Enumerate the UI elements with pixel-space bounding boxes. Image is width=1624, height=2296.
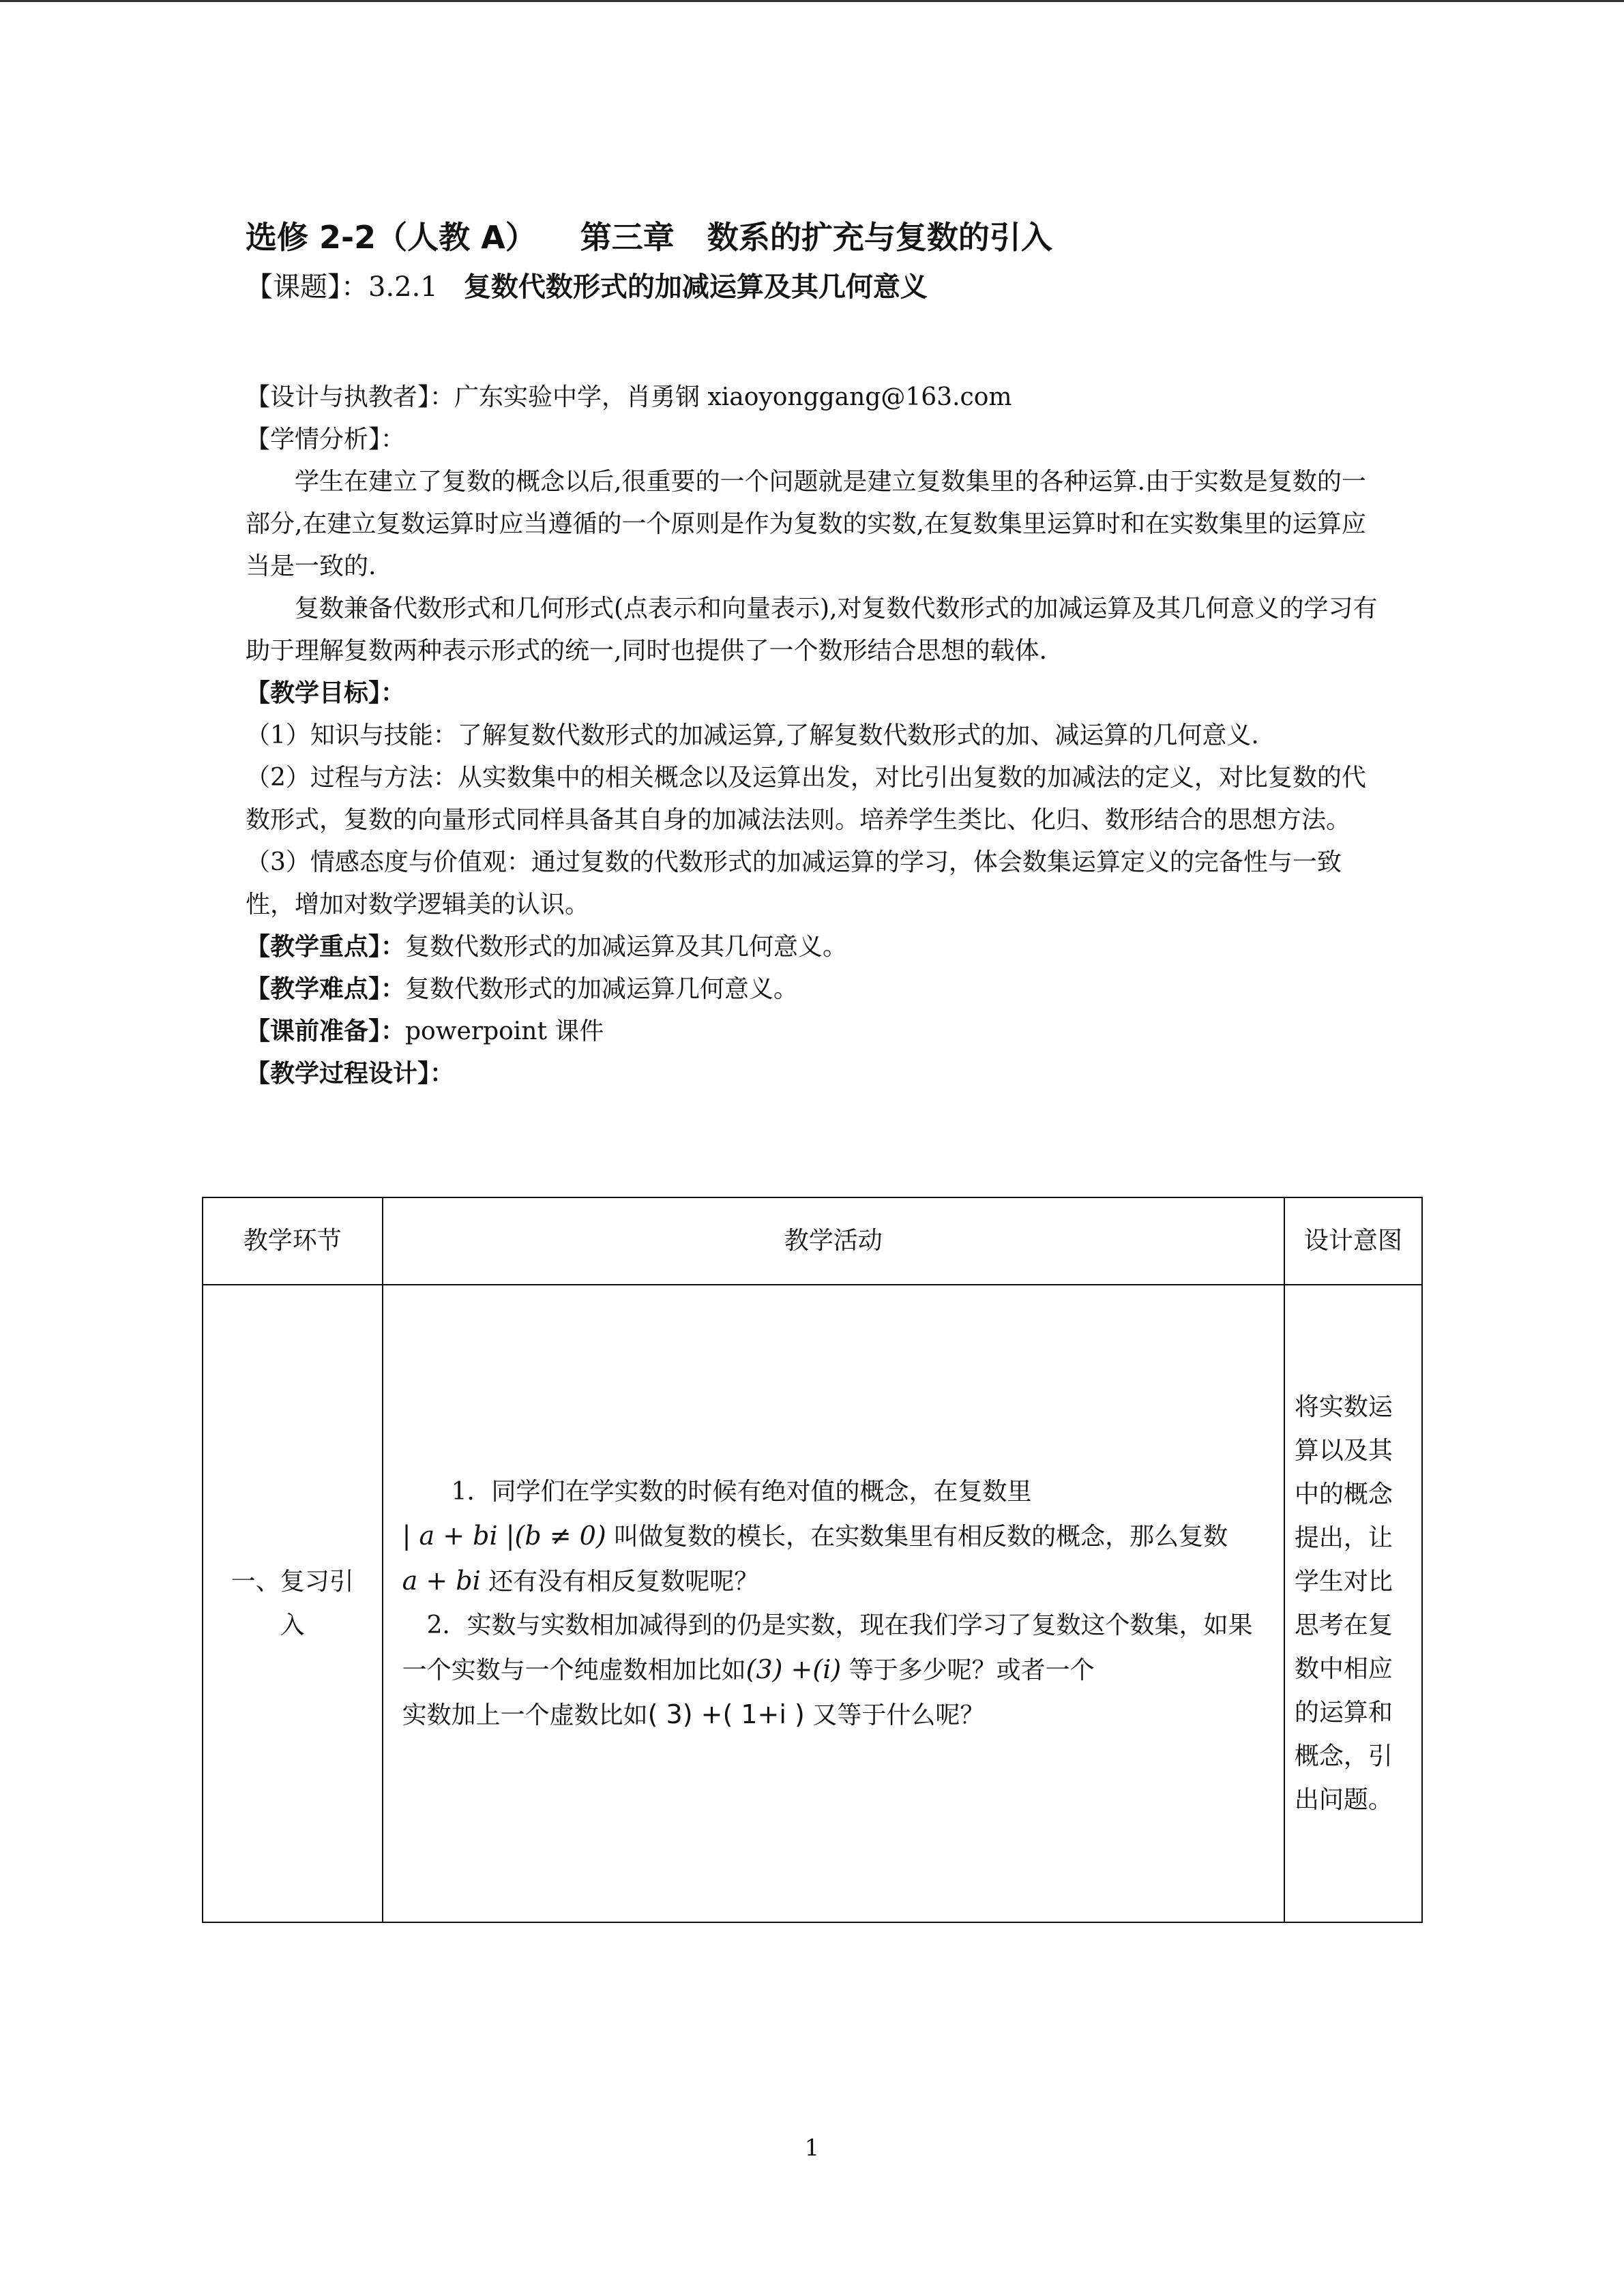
difficulty-label: 【教学难点】： [246, 975, 406, 1003]
document-body [246, 211, 1378, 1095]
activity-line: a + bi 还有没有相反复数呢呢？ [402, 1565, 759, 1596]
activity-cell [383, 1285, 1284, 1922]
analysis-paragraph: 复数兼备代数形式和几何形式(点表示和向量表示),对复数代数形式的加减运算及其几何意义的学习有助于理解复数两种表示形式的统一,同时也提供了一个数形结合思想的载体. [246, 595, 1378, 665]
key-point [246, 926, 1378, 968]
page-top-border [0, 0, 1624, 2]
intent-cell: 将实数运算以及其中的概念提出，让学生对比思考在复数中相应的运算和概念，引出问题。 [1284, 1285, 1422, 1922]
goals-section [246, 672, 1378, 926]
sum-expression: (3) +(i) [745, 1654, 842, 1684]
teaching-process-table [202, 1197, 1423, 1923]
analysis-paragraph: 学生在建立了复数的概念以后,很重要的一个问题就是建立复数集里的各种运算.由于实数是复数的一部分,在建立复数运算时应当遵循的一个原则是作为复数的实数,在复数集里运算时和在实数集里的运算应当是一致的. [246, 468, 1366, 580]
difficulty [246, 968, 1378, 1011]
preparation [246, 1011, 1378, 1053]
prep-text: powerpoint 课件 [405, 1017, 604, 1045]
stage-cell: 一、复习引入 [203, 1285, 383, 1922]
sum-expression-2: ( 3) +( 1+i ) [647, 1699, 805, 1729]
goal-item: （3）情感态度与价值观：通过复数的代数形式的加减运算的学习，体会数集运算定义的完备性与一致性，增加对数学逻辑美的认识。 [246, 848, 1342, 919]
page-number: 1 [804, 2134, 820, 2162]
goals-label: 【教学目标】： [246, 679, 406, 707]
process-heading: 【教学过程设计】： [246, 1060, 455, 1088]
difficulty-text: 复数代数形式的加减运算几何意义。 [405, 975, 799, 1003]
header-activity: 教学活动 [383, 1197, 1284, 1285]
analysis-label: 【学情分析】： [246, 426, 406, 453]
key-point-text: 复数代数形式的加减运算及其几何意义。 [405, 933, 848, 961]
goal-item: （1）知识与技能：了解复数代数形式的加减运算,了解复数代数形式的加、减运算的几何意义. [246, 721, 1259, 749]
goal-item: （2）过程与方法：从实数集中的相关概念以及运算出发，对比引出复数的加减法的定义，对比复数的代数形式，复数的向量形式同样具备其自身的加减法法则。培养学生类比、化归、数形结合的思想方法。 [246, 764, 1366, 834]
header-stage: 教学环节 [203, 1197, 383, 1285]
activity-line: 实数加上一个虚数比如( 3) +( 1+i ) 又等于什么呢？ [402, 1699, 985, 1729]
activity-line: 1．同学们在学实数的时候有绝对值的概念，在复数里 [451, 1477, 1032, 1506]
analysis-section [246, 419, 1378, 672]
document-title: 选修 2-2（人教 A） 第三章 数系的扩充与复数的引入 [246, 219, 1052, 256]
prep-label: 【课前准备】： [246, 1017, 406, 1045]
activity-line: 2．实数与实数相加减得到的仍是实数，现在我们学习了复数这个数集，如果一个实数与一个纯虚数相加比如(3) +(i) 等于多少呢？或者一个 [402, 1611, 1253, 1684]
complex-expression: a + bi [402, 1565, 481, 1596]
table-header-row [203, 1197, 1422, 1285]
header-intent: 设计意图 [1284, 1197, 1422, 1285]
topic-label: 【课题】：3.2.1 [246, 271, 464, 303]
topic-text: 复数代数形式的加减运算及其几何意义 [463, 271, 928, 303]
key-point-label: 【教学重点】： [246, 933, 406, 961]
lesson-topic [246, 263, 1378, 311]
table-row [203, 1285, 1422, 1922]
author-line: 【设计与执教者】：广东实验中学，肖勇钢 xiaoyonggang@163.com [246, 383, 1012, 411]
modulus-expression: | a + bi |(b ≠ 0) [402, 1520, 606, 1551]
activity-line: | a + bi |(b ≠ 0) 叫做复数的模长，在实数集里有相反数的概念，那么复数 [402, 1520, 1228, 1551]
